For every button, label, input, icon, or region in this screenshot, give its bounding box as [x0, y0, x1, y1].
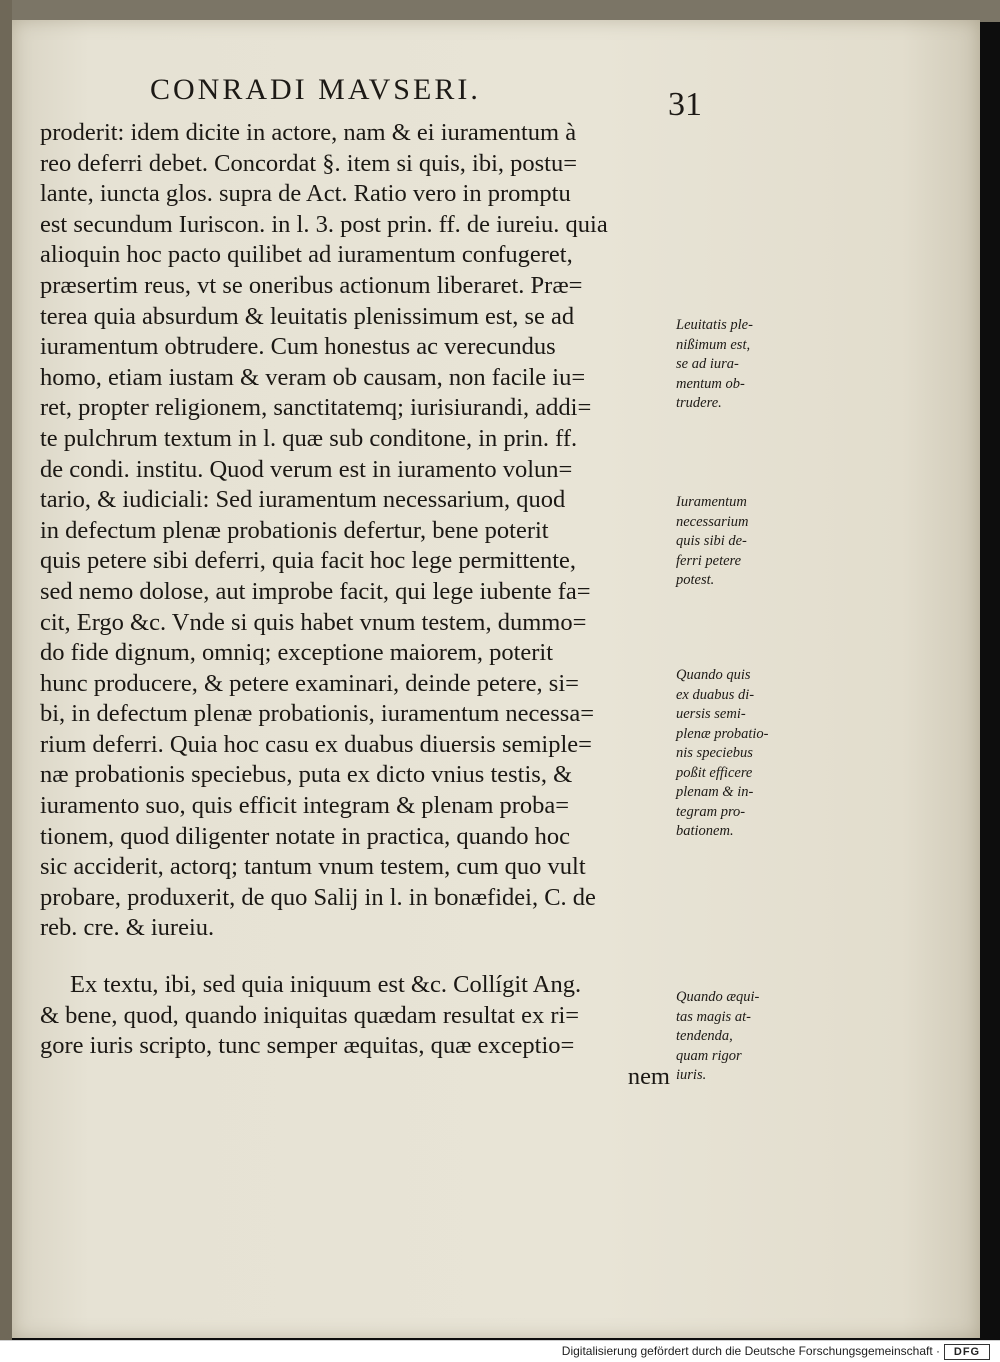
text-line: bi, in defectum plenæ probationis, iuramentum necessa= — [40, 700, 595, 728]
text-line: quis petere sibi deferri, quia facit hoc lege permittente, — [40, 547, 577, 575]
text-line: & bene, quod, quando iniquitas quædam resultat ex ri= — [40, 1001, 580, 1029]
text-line: hunc producere, & petere examinari, deinde petere, si= — [40, 669, 579, 697]
note-line: poßit efficere — [676, 764, 753, 781]
running-head: CONRADI MAVSERI. — [150, 73, 481, 106]
text-line: Ex textu, ibi, sed quia iniquum est &c. Collígit Ang. — [70, 971, 582, 998]
note-line: trudere. — [676, 395, 722, 411]
text-line: iuramento suo, quis efficit integram & plenam proba= — [40, 792, 570, 820]
note-line: tas magis at- — [676, 1008, 751, 1025]
note-line: ex duabus di- — [676, 686, 755, 703]
funding-credit: Digitalisierung gefördert durch die Deutsche Forschungsgemeinschaft · — [561, 1344, 940, 1358]
scan-left-edge — [0, 0, 12, 1340]
text-line: gore iuris scripto, tunc semper æquitas, quæ exceptio= — [40, 1032, 575, 1060]
note-line: Quando quis — [676, 667, 751, 683]
text-line: sed nemo dolose, aut improbe facit, qui lege iubente fa= — [40, 577, 591, 605]
note-line: bationem. — [676, 823, 734, 839]
text-line: homo, etiam iustam & veram ob causam, non facile iu= — [40, 363, 586, 391]
credit-bar — [0, 1340, 1000, 1362]
note-line: ferri petere — [676, 552, 742, 569]
text-line: probare, produxerit, de quo Salij in l. in bonæfidei, C. de — [40, 883, 596, 911]
note-line: tegram pro- — [676, 803, 746, 820]
marginal-note-3 — [676, 666, 796, 842]
catchword: nem — [627, 1062, 670, 1090]
text-line: do fide dignum, omniq; exceptione maiorem, poterit — [40, 639, 554, 667]
dfg-logo: DFG — [944, 1344, 990, 1360]
note-line: Leuitatis ple- — [676, 317, 753, 333]
scan-top-edge — [0, 0, 1000, 22]
text-line: de condi. institu. Quod verum est in iuramento volun= — [40, 455, 573, 483]
note-line: iuris. — [676, 1067, 707, 1083]
note-line: Quando æqui- — [676, 989, 760, 1005]
note-line: nißimum est, — [676, 336, 751, 353]
text-line: te pulchrum textum in l. quæ sub conditone, in prin. ff. — [40, 424, 578, 452]
paragraph-1 — [40, 118, 670, 944]
text-line: lante, iuncta glos. supra de Act. Ratio vero in promptu — [40, 180, 571, 208]
text-line: præsertim reus, vt se oneribus actionum liberaret. Præ= — [40, 271, 583, 299]
paragraph-2 — [40, 970, 670, 1092]
text-line: reo deferri debet. Concordat §. item si quis, ibi, postu= — [40, 149, 578, 177]
text-line: est secundum Iuriscon. in l. 3. post prin. ff. de iureiu. quia — [40, 210, 608, 238]
note-line: uersis semi- — [676, 706, 746, 722]
text-line: rium deferri. Quia hoc casu ex duabus diuersis semiple= — [40, 730, 592, 758]
note-line: se ad iura- — [676, 356, 739, 372]
note-line: tendenda, — [676, 1028, 733, 1044]
page-number: 31 — [668, 86, 702, 123]
text-line: sic acciderit, actorq; tantum vnum testem, cum quo vult — [40, 853, 586, 881]
note-line: quis sibi de- — [676, 533, 747, 549]
marginal-note-1 — [676, 316, 796, 414]
note-line: quam rigor — [676, 1047, 742, 1064]
note-line: plenæ probatio- — [676, 725, 769, 742]
text-line: tario, & iudiciali: Sed iuramentum necessarium, quod — [40, 486, 566, 514]
marginal-note-4 — [676, 988, 796, 1086]
note-line: Iuramentum — [676, 494, 747, 510]
text-line: tionem, quod diligenter notate in practica, quando hoc — [40, 822, 570, 850]
text-line: alioquin hoc pacto quilibet ad iuramentum confugeret, — [40, 241, 573, 269]
text-line: ret, propter religionem, sanctitatemq; iurisiurandi, addi= — [40, 394, 592, 422]
note-line: mentum ob- — [676, 375, 745, 392]
note-line: nis speciebus — [676, 745, 753, 761]
text-line: terea quia absurdum & leuitatis plenissimum est, se ad — [40, 302, 575, 330]
note-line: plenam & in- — [676, 784, 754, 800]
text-line: reb. cre. & iureiu. — [40, 914, 215, 942]
text-line: iuramentum obtrudere. Cum honestus ac verecundus — [40, 333, 556, 361]
text-line: næ probationis speciebus, puta ex dicto vnius testis, & — [40, 761, 573, 789]
text-line: in defectum plenæ probationis defertur, bene poterit — [40, 516, 549, 544]
text-line: cit, Ergo &c. Vnde si quis habet vnum testem, dummo= — [40, 608, 587, 636]
text-line: proderit: idem dicite in actore, nam & ei iuramentum à — [40, 119, 577, 146]
note-line: potest. — [676, 572, 715, 588]
note-line: necessarium — [676, 513, 749, 530]
marginal-note-2 — [676, 493, 796, 591]
